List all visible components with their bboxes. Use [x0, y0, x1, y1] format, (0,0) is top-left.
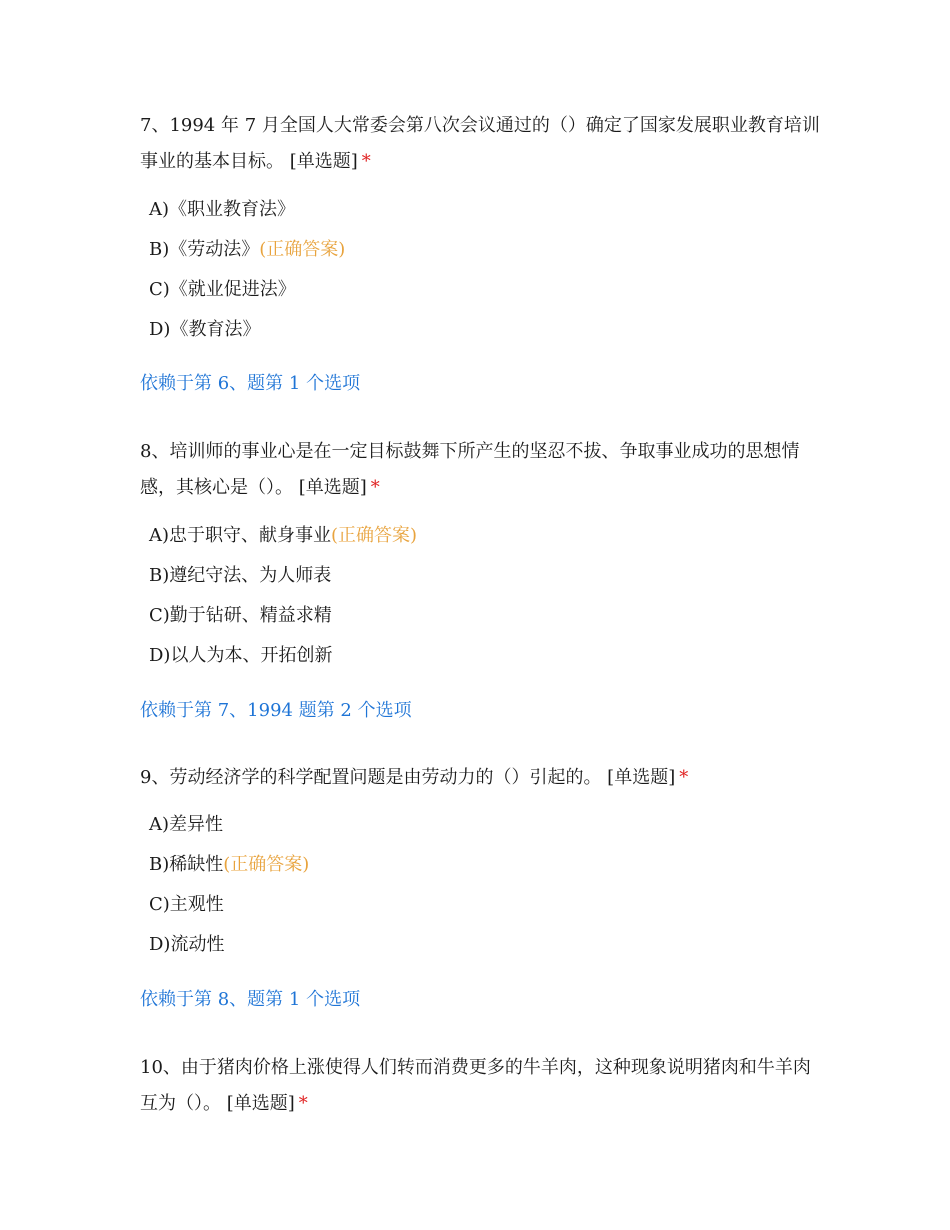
- dependency-note-8: 依赖于第 7、1994 题第 2 个选项: [140, 700, 412, 721]
- option-9-a[interactable]: A)差异性: [149, 814, 224, 835]
- option-9-c[interactable]: C)主观性: [149, 894, 224, 915]
- option-8-d[interactable]: D)以人为本、开拓创新: [149, 645, 333, 666]
- correct-answer-note: (正确答案): [259, 239, 346, 260]
- option-8-a[interactable]: A)忠于职守、献身事业(正确答案): [149, 525, 418, 546]
- required-mark: *: [679, 767, 689, 788]
- option-9-b[interactable]: B)稀缺性(正确答案): [149, 854, 310, 875]
- option-8-b[interactable]: B)遵纪守法、为人师表: [149, 565, 332, 586]
- option-8-c[interactable]: C)勤于钻研、精益求精: [149, 605, 332, 626]
- dependency-note-7: 依赖于第 6、题第 1 个选项: [140, 373, 361, 394]
- required-mark: *: [361, 151, 371, 172]
- dependency-note-9: 依赖于第 8、题第 1 个选项: [140, 989, 361, 1010]
- option-7-a[interactable]: A)《职业教育法》: [149, 199, 296, 220]
- question-9-text: 9、劳动经济学的科学配置问题是由劳动力的（）引起的。 [单选题] *: [140, 767, 689, 788]
- correct-answer-note: (正确答案): [223, 854, 310, 875]
- correct-answer-note: (正确答案): [331, 525, 418, 546]
- question-8-text: 8、培训师的事业心是在一定目标鼓舞下所产生的坚忍不拔、争取事业成功的思想情感，其核心是（）。 [单选题] *: [140, 441, 800, 498]
- option-9-d[interactable]: D)流动性: [149, 934, 225, 955]
- required-mark: *: [370, 477, 380, 498]
- option-7-c[interactable]: C)《就业促进法》: [149, 279, 296, 300]
- required-mark: *: [298, 1093, 308, 1114]
- option-7-d[interactable]: D)《教育法》: [149, 319, 261, 340]
- question-10-text: 10、由于猪肉价格上涨使得人们转而消费更多的牛羊肉，这种现象说明猪肉和牛羊肉互为（）。 [单选题] *: [140, 1057, 811, 1114]
- question-7-text: 7、1994 年 7 月全国人大常委会第八次会议通过的（）确定了国家发展职业教育培训事业的基本目标。 [单选题] *: [140, 115, 820, 172]
- option-7-b[interactable]: B)《劳动法》(正确答案): [149, 239, 346, 260]
